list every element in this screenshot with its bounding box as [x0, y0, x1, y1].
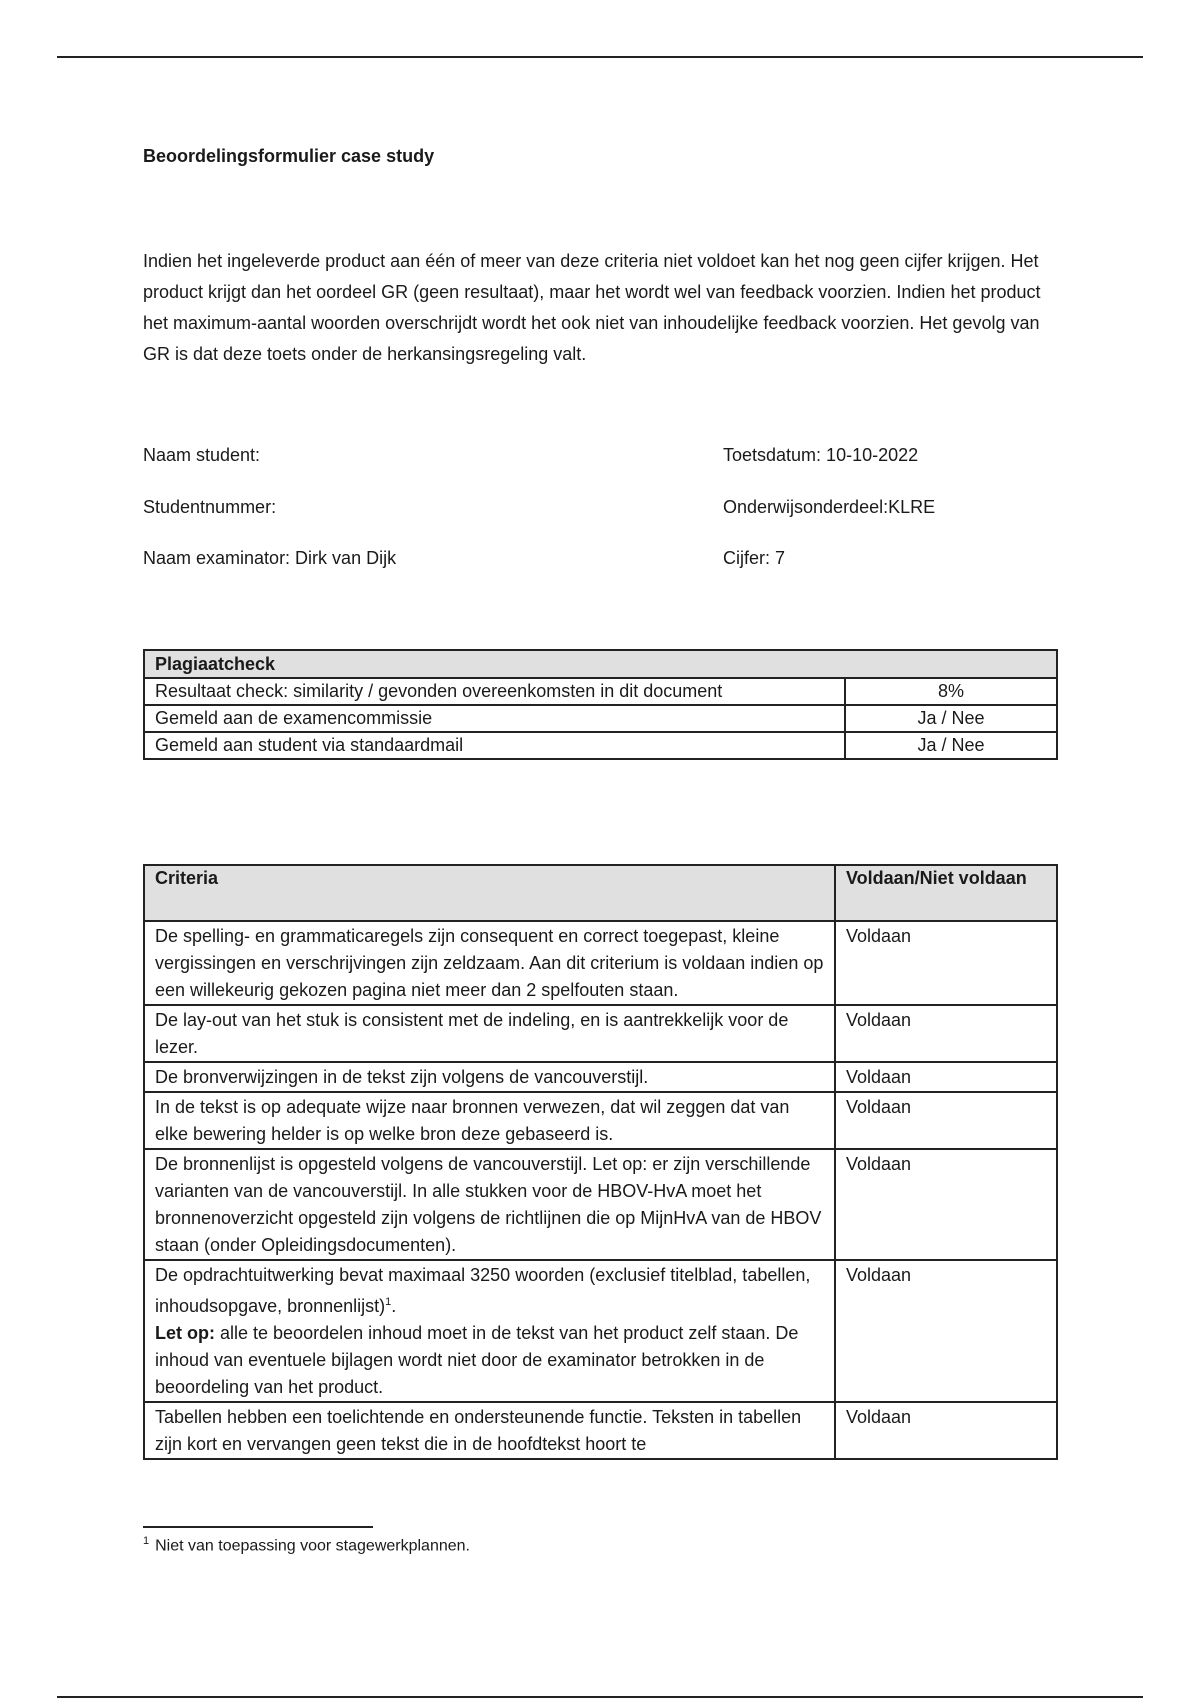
criterion-text: De spelling- en grammaticaregels zijn consequent en correct toegepast, kleine vergissingen en verschrijvingen zijn zeldzaam. Aan dit criterium is voldaan indien op een willekeurig gekozen pagina niet meer dan 2 spelfouten staan.: [144, 921, 835, 1005]
student-number-label: Studentnummer:: [143, 497, 277, 517]
plagiarism-table: [143, 649, 1058, 760]
table-row: [144, 1092, 1057, 1149]
examiner-label: Naam examinator: Dirk van Dijk: [143, 548, 397, 568]
plagiarism-value: 8%: [845, 678, 1057, 705]
criterion-status: Voldaan: [835, 1092, 1057, 1149]
criterion-text: De lay-out van het stuk is consistent met de indeling, en is aantrekkelijk voor de lezer.: [144, 1005, 835, 1062]
course-part: Onderwijsonderdeel:KLRE: [723, 497, 936, 517]
criterion-text: [144, 1260, 835, 1402]
criteria-table: [143, 864, 1058, 1460]
intro-paragraph: Indien het ingeleverde product aan één of meer van deze criteria niet voldoet kan het nog geen cijfer krijgen. Het product krijgt dan het oordeel GR (geen resultaat), maar het wordt wel van feedback voorzien. Indien het product het maximum-aantal woorden overschrijdt wordt het ook niet van inhoudelijke feedback voorzien. Het gevolg van GR is dat deze toets onder de herkansingsregeling valt.: [143, 251, 1041, 364]
table-row: [144, 921, 1057, 1005]
criterion-status: Voldaan: [835, 1062, 1057, 1092]
status-header: Voldaan/Niet voldaan: [835, 865, 1057, 921]
header-rule: [57, 56, 1143, 58]
note-text: alle te beoordelen inhoud moet in de tekst van het product zelf staan. De inhoud van eventuele bijlagen wordt niet door de examinator betrokken in de beoordeling van het product.: [155, 1323, 799, 1397]
test-date: Toetsdatum: 10-10-2022: [723, 445, 919, 465]
note-label: Let op:: [155, 1323, 215, 1343]
plagiarism-label: Resultaat check: similarity / gevonden overeenkomsten in dit document: [144, 678, 845, 705]
footnote-reference: 1: [385, 1296, 392, 1308]
criterion-status: Voldaan: [835, 1402, 1057, 1459]
document-title: Beoordelingsformulier case study: [143, 146, 435, 166]
grade: Cijfer: 7: [723, 548, 786, 568]
footer-rule: [57, 1696, 1143, 1698]
table-row: [144, 1005, 1057, 1062]
criterion-status: Voldaan: [835, 1260, 1057, 1402]
criterion-status: Voldaan: [835, 921, 1057, 1005]
plagiarism-value: Ja / Nee: [845, 705, 1057, 732]
criterion-status: Voldaan: [835, 1149, 1057, 1260]
plagiarism-label: Gemeld aan student via standaardmail: [144, 732, 845, 759]
table-row: [144, 1260, 1057, 1402]
footnote: [143, 1535, 470, 1555]
criterion-main-text: De opdrachtuitwerking bevat maximaal 3250 woorden (exclusief titelblad, tabellen, inhoudsopgave, bronnenlijst): [155, 1265, 811, 1316]
criterion-text: De bronverwijzingen in de tekst zijn volgens de vancouverstijl.: [144, 1062, 835, 1092]
table-row: [144, 1149, 1057, 1260]
table-row: [144, 1402, 1057, 1459]
plagiarism-value: Ja / Nee: [845, 732, 1057, 759]
plagiarism-header: Plagiaatcheck: [144, 650, 1057, 678]
student-name-label: Naam student:: [143, 445, 261, 465]
table-row: [144, 732, 1057, 759]
footnote-separator: [143, 1526, 373, 1528]
table-row: [144, 678, 1057, 705]
criterion-status: Voldaan: [835, 1005, 1057, 1062]
criterion-end-mark: .: [391, 1296, 397, 1316]
criterion-text: In de tekst is op adequate wijze naar bronnen verwezen, dat wil zeggen dat van elke bewering helder is op welke bron deze gebaseerd is.: [144, 1092, 835, 1149]
plagiarism-label: Gemeld aan de examencommissie: [144, 705, 845, 732]
footnote-mark: 1: [143, 1535, 150, 1547]
criteria-header: Criteria: [144, 865, 835, 921]
table-row: [144, 1062, 1057, 1092]
table-row: [144, 705, 1057, 732]
footnote-text: Niet van toepassing voor stagewerkplannen.: [155, 1537, 470, 1555]
criterion-text: Tabellen hebben een toelichtende en ondersteunende functie. Teksten in tabellen zijn kort en vervangen geen tekst die in de hoofdtekst hoort te: [144, 1402, 835, 1459]
criterion-text: De bronnenlijst is opgesteld volgens de vancouverstijl. Let op: er zijn verschillende varianten van de vancouverstijl. In alle stukken voor de HBOV-HvA moet het bronnenoverzicht opgesteld zijn volgens de richtlijnen die op MijnHvA van de HBOV staan (onder Opleidingsdocumenten).: [144, 1149, 835, 1260]
